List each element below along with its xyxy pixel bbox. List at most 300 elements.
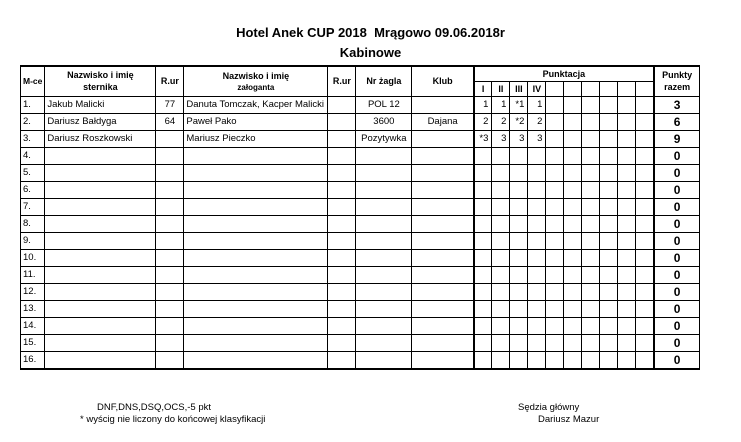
discard-note: * wyścig nie liczony do końcowej klasyfikacji <box>80 414 266 425</box>
place-cell: 1. <box>21 97 45 114</box>
race-score-cell <box>636 131 654 148</box>
race-score-cell <box>564 199 582 216</box>
crew-name-cell <box>184 335 328 352</box>
club-cell <box>412 148 474 165</box>
race-score-cell <box>600 284 618 301</box>
page-subtitle: Kabinowe <box>339 45 402 60</box>
crew-year-cell <box>328 165 356 182</box>
helm-year-cell <box>156 301 184 318</box>
sail-number-cell <box>356 267 412 284</box>
race-score-cell <box>492 284 510 301</box>
club-cell <box>412 97 474 114</box>
race-score-cell: 3 <box>492 131 510 148</box>
header-race-2: II <box>492 82 510 97</box>
race-score-cell <box>474 335 492 352</box>
header-sail-no: Nr żagla <box>356 66 412 97</box>
race-score-cell <box>582 250 600 267</box>
place-cell: 5. <box>21 165 45 182</box>
race-score-cell <box>582 199 600 216</box>
helm-year-cell <box>156 284 184 301</box>
helm-name-cell <box>45 182 156 199</box>
table-row <box>21 131 700 148</box>
crew-name-cell <box>184 199 328 216</box>
race-score-cell <box>528 352 546 370</box>
table-row <box>21 318 700 335</box>
crew-year-cell <box>328 335 356 352</box>
race-score-cell <box>510 233 528 250</box>
place-cell: 8. <box>21 216 45 233</box>
table-row <box>21 267 700 284</box>
race-score-cell <box>528 216 546 233</box>
sail-number-cell <box>356 148 412 165</box>
crew-year-cell <box>328 352 356 370</box>
race-score-cell: *1 <box>510 97 528 114</box>
race-score-cell <box>636 148 654 165</box>
race-score-cell <box>636 318 654 335</box>
race-score-cell <box>600 216 618 233</box>
race-score-cell <box>528 165 546 182</box>
race-score-cell <box>564 250 582 267</box>
race-score-cell <box>474 318 492 335</box>
helm-name-cell <box>45 250 156 267</box>
race-score-cell <box>600 250 618 267</box>
helm-year-cell <box>156 318 184 335</box>
club-cell <box>412 352 474 370</box>
crew-year-cell <box>328 233 356 250</box>
race-score-cell <box>528 284 546 301</box>
race-score-cell <box>492 216 510 233</box>
crew-year-cell <box>328 301 356 318</box>
race-score-cell <box>510 301 528 318</box>
race-score-cell <box>528 199 546 216</box>
header-race-4: IV <box>528 82 546 97</box>
place-cell: 6. <box>21 182 45 199</box>
header-helm-name-line1: Nazwisko i imię <box>67 70 134 80</box>
race-score-cell <box>528 267 546 284</box>
race-score-cell <box>636 301 654 318</box>
helm-name-cell <box>45 199 156 216</box>
race-score-cell <box>564 131 582 148</box>
race-score-cell <box>492 199 510 216</box>
sail-number-cell <box>356 250 412 267</box>
race-score-cell <box>600 182 618 199</box>
race-score-cell <box>600 199 618 216</box>
race-score-cell <box>474 233 492 250</box>
crew-name-cell <box>184 233 328 250</box>
header-race-1: I <box>474 82 492 97</box>
race-score-cell <box>564 352 582 370</box>
race-score-cell: 1 <box>474 97 492 114</box>
helm-name-cell <box>45 335 156 352</box>
helm-year-cell <box>156 335 184 352</box>
helm-year-cell <box>156 199 184 216</box>
total-points-cell: 3 <box>654 97 700 114</box>
race-score-cell <box>492 182 510 199</box>
sail-number-cell <box>356 216 412 233</box>
race-score-cell <box>636 114 654 131</box>
race-score-cell <box>618 335 636 352</box>
race-score-cell <box>582 131 600 148</box>
place-cell: 2. <box>21 114 45 131</box>
race-score-cell <box>582 114 600 131</box>
club-cell <box>412 267 474 284</box>
race-score-cell <box>510 165 528 182</box>
race-score-cell <box>636 182 654 199</box>
crew-year-cell <box>328 97 356 114</box>
crew-year-cell <box>328 284 356 301</box>
table-row <box>21 335 700 352</box>
race-score-cell <box>510 250 528 267</box>
helm-year-cell: 64 <box>156 114 184 131</box>
race-score-cell <box>528 148 546 165</box>
crew-name-cell: Mariusz Pieczko <box>184 131 328 148</box>
crew-year-cell <box>328 267 356 284</box>
race-score-cell: 2 <box>474 114 492 131</box>
race-score-cell <box>492 233 510 250</box>
header-race-3: III <box>510 82 528 97</box>
race-score-cell <box>492 148 510 165</box>
race-score-cell <box>546 284 564 301</box>
sail-number-cell <box>356 165 412 182</box>
race-score-cell: 3 <box>528 131 546 148</box>
header-crew-name-line1: Nazwisko i imię <box>222 70 290 81</box>
sail-number-cell <box>356 199 412 216</box>
race-score-cell <box>600 233 618 250</box>
race-score-cell <box>474 284 492 301</box>
race-score-cell <box>564 318 582 335</box>
penalty-note: DNF,DNS,DSQ,OCS,-5 pkt <box>97 402 212 413</box>
judge-name: Dariusz Mazur <box>538 414 600 425</box>
race-score-cell <box>618 301 636 318</box>
table-row <box>21 216 700 233</box>
race-score-cell <box>600 267 618 284</box>
race-score-cell <box>618 318 636 335</box>
race-score-cell <box>636 97 654 114</box>
race-score-cell <box>492 318 510 335</box>
header-race-10 <box>636 82 654 97</box>
race-score-cell <box>618 182 636 199</box>
race-score-cell <box>546 216 564 233</box>
race-score-cell <box>546 182 564 199</box>
place-cell: 4. <box>21 148 45 165</box>
race-score-cell: *3 <box>474 131 492 148</box>
total-points-cell: 0 <box>654 199 700 216</box>
race-score-cell <box>618 216 636 233</box>
helm-name-cell <box>45 318 156 335</box>
race-score-cell <box>582 318 600 335</box>
race-score-cell <box>600 301 618 318</box>
race-score-cell <box>564 216 582 233</box>
crew-name-cell <box>184 148 328 165</box>
crew-year-cell <box>328 216 356 233</box>
race-score-cell <box>528 250 546 267</box>
race-score-cell <box>474 250 492 267</box>
race-score-cell <box>546 335 564 352</box>
table-row <box>21 301 700 318</box>
helm-name-cell <box>45 233 156 250</box>
race-score-cell <box>546 148 564 165</box>
race-score-cell <box>618 284 636 301</box>
race-score-cell <box>510 199 528 216</box>
race-score-cell <box>546 233 564 250</box>
race-score-cell <box>600 352 618 370</box>
race-score-cell <box>600 97 618 114</box>
race-score-cell: 2 <box>528 114 546 131</box>
race-score-cell <box>636 233 654 250</box>
race-score-cell <box>546 352 564 370</box>
race-score-cell: 1 <box>492 97 510 114</box>
helm-year-cell <box>156 352 184 370</box>
place-cell: 10. <box>21 250 45 267</box>
crew-year-cell <box>328 199 356 216</box>
total-points-cell: 0 <box>654 233 700 250</box>
header-points: Punktacja <box>474 66 654 82</box>
race-score-cell <box>528 182 546 199</box>
header-total-line2: razem <box>664 82 691 92</box>
judge-title: Sędzia główny <box>518 402 580 413</box>
race-score-cell <box>474 267 492 284</box>
helm-year-cell <box>156 182 184 199</box>
sail-number-cell <box>356 318 412 335</box>
crew-name-cell <box>184 267 328 284</box>
helm-year-cell <box>156 233 184 250</box>
race-score-cell: 2 <box>492 114 510 131</box>
helm-year-cell <box>156 131 184 148</box>
race-score-cell <box>510 216 528 233</box>
race-score-cell <box>510 284 528 301</box>
crew-year-cell <box>328 182 356 199</box>
race-score-cell <box>546 165 564 182</box>
race-score-cell <box>582 233 600 250</box>
race-score-cell <box>582 335 600 352</box>
crew-year-cell <box>328 250 356 267</box>
crew-year-cell <box>328 131 356 148</box>
race-score-cell: *2 <box>510 114 528 131</box>
helm-name-cell: Jakub Malicki <box>45 97 156 114</box>
total-points-cell: 0 <box>654 267 700 284</box>
header-race-5 <box>546 82 564 97</box>
helm-name-cell <box>45 216 156 233</box>
race-score-cell <box>582 182 600 199</box>
total-points-cell: 0 <box>654 301 700 318</box>
crew-name-cell <box>184 216 328 233</box>
race-score-cell <box>564 182 582 199</box>
helm-year-cell <box>156 267 184 284</box>
race-score-cell <box>636 284 654 301</box>
table-row <box>21 199 700 216</box>
header-helm-year: R.ur <box>156 66 184 97</box>
race-score-cell <box>564 267 582 284</box>
table-row <box>21 182 700 199</box>
race-score-cell <box>564 97 582 114</box>
header-race-7 <box>582 82 600 97</box>
race-score-cell: 3 <box>510 131 528 148</box>
place-cell: 12. <box>21 284 45 301</box>
race-score-cell <box>618 199 636 216</box>
header-total <box>654 66 700 97</box>
helm-name-cell <box>45 284 156 301</box>
sail-number-cell <box>356 301 412 318</box>
race-score-cell <box>492 250 510 267</box>
header-place: M-ce <box>21 66 45 97</box>
helm-year-cell: 77 <box>156 97 184 114</box>
race-score-cell <box>510 335 528 352</box>
table-row <box>21 233 700 250</box>
results-table <box>20 65 700 370</box>
header-helm-name <box>45 66 156 97</box>
helm-year-cell <box>156 148 184 165</box>
race-score-cell <box>582 267 600 284</box>
total-points-cell: 0 <box>654 352 700 370</box>
race-score-cell <box>600 318 618 335</box>
crew-name-cell <box>184 250 328 267</box>
helm-name-cell <box>45 148 156 165</box>
total-points-cell: 0 <box>654 335 700 352</box>
header-helm-name-line2: sternika <box>83 82 118 92</box>
table-row <box>21 165 700 182</box>
race-score-cell <box>564 114 582 131</box>
race-score-cell <box>474 352 492 370</box>
race-score-cell <box>618 250 636 267</box>
race-score-cell <box>582 97 600 114</box>
race-score-cell <box>618 233 636 250</box>
table-row <box>21 284 700 301</box>
crew-name-cell <box>184 284 328 301</box>
race-score-cell <box>636 352 654 370</box>
race-score-cell <box>474 148 492 165</box>
race-score-cell <box>582 301 600 318</box>
race-score-cell <box>492 165 510 182</box>
race-score-cell <box>618 352 636 370</box>
place-cell: 3. <box>21 131 45 148</box>
race-score-cell <box>564 284 582 301</box>
club-cell <box>412 182 474 199</box>
table-row <box>21 97 700 114</box>
place-cell: 7. <box>21 199 45 216</box>
club-cell <box>412 233 474 250</box>
helm-name-cell: Dariusz Bałdyga <box>45 114 156 131</box>
race-score-cell <box>636 335 654 352</box>
total-points-cell: 9 <box>654 131 700 148</box>
race-score-cell <box>474 216 492 233</box>
race-score-cell <box>636 165 654 182</box>
race-score-cell: 1 <box>528 97 546 114</box>
table-row <box>21 114 700 131</box>
race-score-cell <box>600 131 618 148</box>
crew-name-cell <box>184 318 328 335</box>
total-points-cell: 6 <box>654 114 700 131</box>
header-race-6 <box>564 82 582 97</box>
club-cell <box>412 301 474 318</box>
sail-number-cell <box>356 233 412 250</box>
race-score-cell <box>492 335 510 352</box>
header-row <box>21 66 700 82</box>
race-score-cell <box>510 148 528 165</box>
race-score-cell <box>564 233 582 250</box>
club-cell <box>412 199 474 216</box>
race-score-cell <box>528 335 546 352</box>
header-crew-name <box>184 66 328 97</box>
crew-year-cell <box>328 114 356 131</box>
crew-name-cell <box>184 352 328 370</box>
crew-name-cell: Danuta Tomczak, Kacper Malicki <box>184 97 328 114</box>
club-cell <box>412 318 474 335</box>
race-score-cell <box>618 114 636 131</box>
race-score-cell <box>582 165 600 182</box>
place-cell: 14. <box>21 318 45 335</box>
club-cell <box>412 250 474 267</box>
header-crew-name-line2: załoganta <box>237 82 275 92</box>
helm-name-cell: Dariusz Roszkowski <box>45 131 156 148</box>
race-score-cell <box>492 301 510 318</box>
total-points-cell: 0 <box>654 148 700 165</box>
club-cell <box>412 335 474 352</box>
race-score-cell <box>528 301 546 318</box>
total-points-cell: 0 <box>654 165 700 182</box>
sail-number-cell <box>356 352 412 370</box>
sail-number-cell: Pozytywka <box>356 131 412 148</box>
crew-name-cell <box>184 165 328 182</box>
table-row <box>21 250 700 267</box>
total-points-cell: 0 <box>654 318 700 335</box>
race-score-cell <box>474 165 492 182</box>
race-score-cell <box>474 182 492 199</box>
helm-name-cell <box>45 267 156 284</box>
race-score-cell <box>528 318 546 335</box>
race-score-cell <box>600 114 618 131</box>
race-score-cell <box>582 352 600 370</box>
crew-year-cell <box>328 148 356 165</box>
place-cell: 16. <box>21 352 45 370</box>
sail-number-cell <box>356 284 412 301</box>
sail-number-cell <box>356 335 412 352</box>
table-row <box>21 352 700 370</box>
race-score-cell <box>546 318 564 335</box>
race-score-cell <box>546 267 564 284</box>
sail-number-cell: POL 12 <box>356 97 412 114</box>
race-score-cell <box>564 148 582 165</box>
table-row <box>21 148 700 165</box>
race-score-cell <box>492 352 510 370</box>
race-score-cell <box>510 182 528 199</box>
race-score-cell <box>600 165 618 182</box>
helm-name-cell <box>45 165 156 182</box>
crew-name-cell <box>184 182 328 199</box>
total-points-cell: 0 <box>654 182 700 199</box>
race-score-cell <box>618 165 636 182</box>
race-score-cell <box>600 335 618 352</box>
header-club: Klub <box>412 66 474 97</box>
place-cell: 11. <box>21 267 45 284</box>
club-cell <box>412 131 474 148</box>
race-score-cell <box>510 352 528 370</box>
helm-year-cell <box>156 216 184 233</box>
helm-year-cell <box>156 250 184 267</box>
place-cell: 9. <box>21 233 45 250</box>
place-cell: 13. <box>21 301 45 318</box>
total-points-cell: 0 <box>654 250 700 267</box>
race-score-cell <box>492 267 510 284</box>
club-cell: Dajana <box>412 114 474 131</box>
sail-number-cell: 3600 <box>356 114 412 131</box>
race-score-cell <box>546 97 564 114</box>
race-score-cell <box>510 267 528 284</box>
race-score-cell <box>546 114 564 131</box>
race-score-cell <box>474 199 492 216</box>
race-score-cell <box>618 267 636 284</box>
race-score-cell <box>564 165 582 182</box>
race-score-cell <box>546 250 564 267</box>
